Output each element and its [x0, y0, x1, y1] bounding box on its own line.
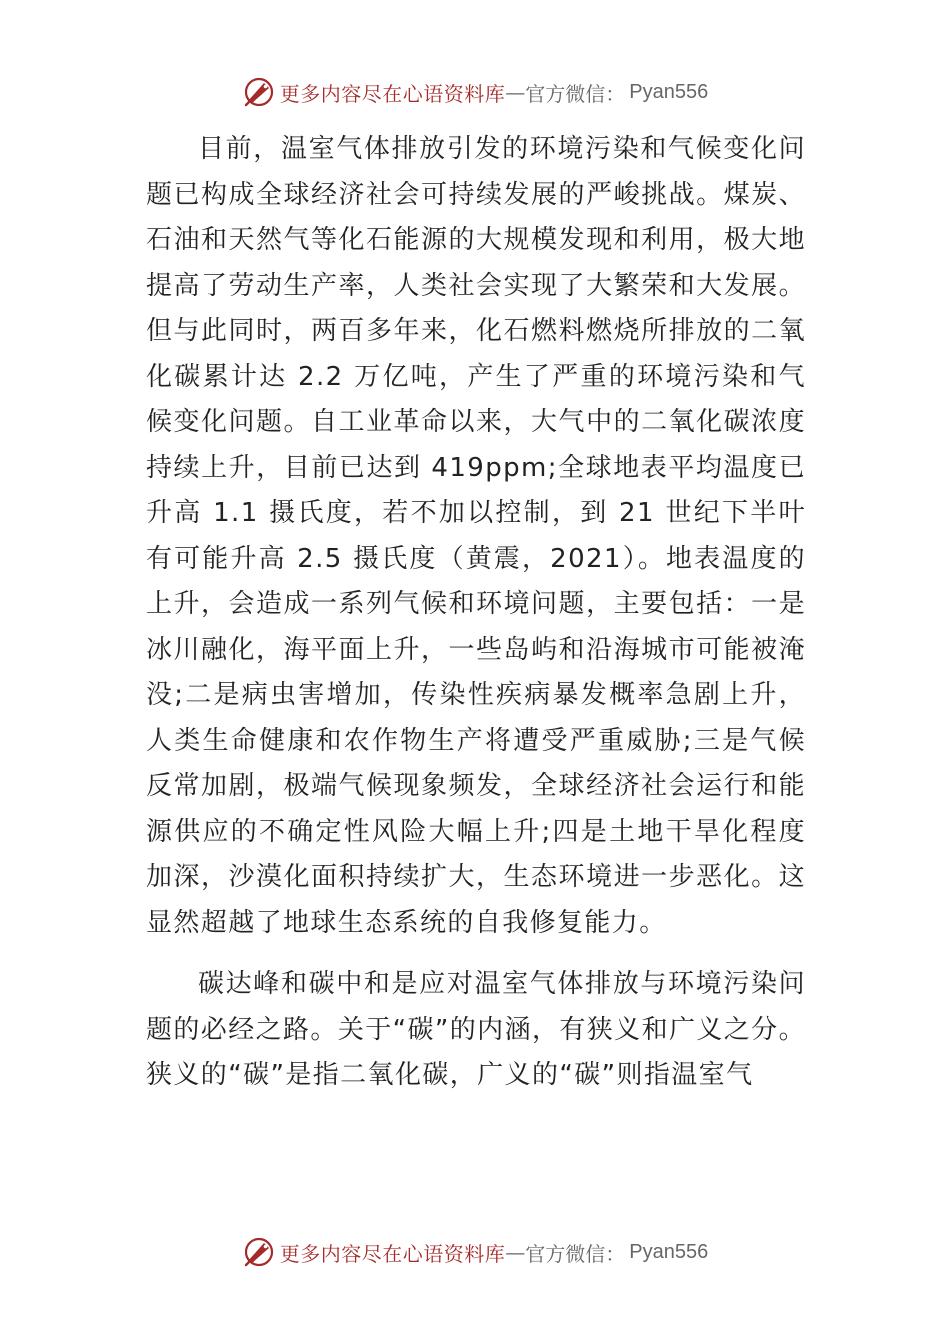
paragraph-2: 碳达峰和碳中和是应对温室气体排放与环境污染问题的必经之路。关于“碳”的内涵，有狭义和广义之分。狭义的“碳”是指二氧化碳，广义的“碳”则指温室气 [146, 969, 806, 1090]
pen-nib-logo-icon [242, 75, 276, 109]
footer-separator: — [505, 1240, 526, 1264]
footer-brand-text: 更多内容尽在心语资料库 [279, 1241, 506, 1266]
header-banner [0, 72, 950, 112]
pen-nib-logo-icon [242, 1235, 276, 1269]
header-brand-text: 更多内容尽在心语资料库 [279, 81, 506, 106]
paragraph-1: 目前，温室气体排放引发的环境污染和气候变化问题已构成全球经济社会可持续发展的严峻挑战。煤炭、石油和天然气等化石能源的大规模发现和利用，极大地提高了劳动生产率，人类社会实现了大繁荣和大发展。但与此同时，两百多年来，化石燃料燃烧所排放的二氧化碳累计达 2.2 万亿吨，产生了严重的环境污染和气候变化问题。自工业革命以来，大气中的二氧化碳浓度持续上升，目前已达到 419ppm;全球地表平均温度已升高 1.1 摄氏度，若不加以控制，到 21 世纪下半叶有可能升高 2.5 摄氏度（黄震，2021）。地表温度的上升，会造成一系列气候和环境问题，主要包括：一是冰川融化，海平面上升，一些岛屿和沿海城市可能被淹没;二是病虫害增加，传染性疾病暴发概率急剧上升，人类生命健康和农作物生产将遭受严重威胁;三是气候反常加剧，极端气候现象频发，全球经济社会运行和能源供应的不确定性风险大幅上升;四是土地干旱化程度加深，沙漠化面积持续扩大，生态环境进一步恶化。这显然超越了地球生态系统的自我修复能力。 [146, 134, 806, 938]
footer-wechat-label: 官方微信： [525, 1241, 626, 1266]
header-separator: — [505, 80, 526, 104]
footer-wechat-id: Pyan556 [629, 1240, 709, 1263]
document-body [146, 127, 806, 1099]
header-wechat-id: Pyan556 [629, 80, 709, 103]
header-wechat-label: 官方微信： [525, 81, 626, 106]
footer-banner [0, 1232, 950, 1272]
